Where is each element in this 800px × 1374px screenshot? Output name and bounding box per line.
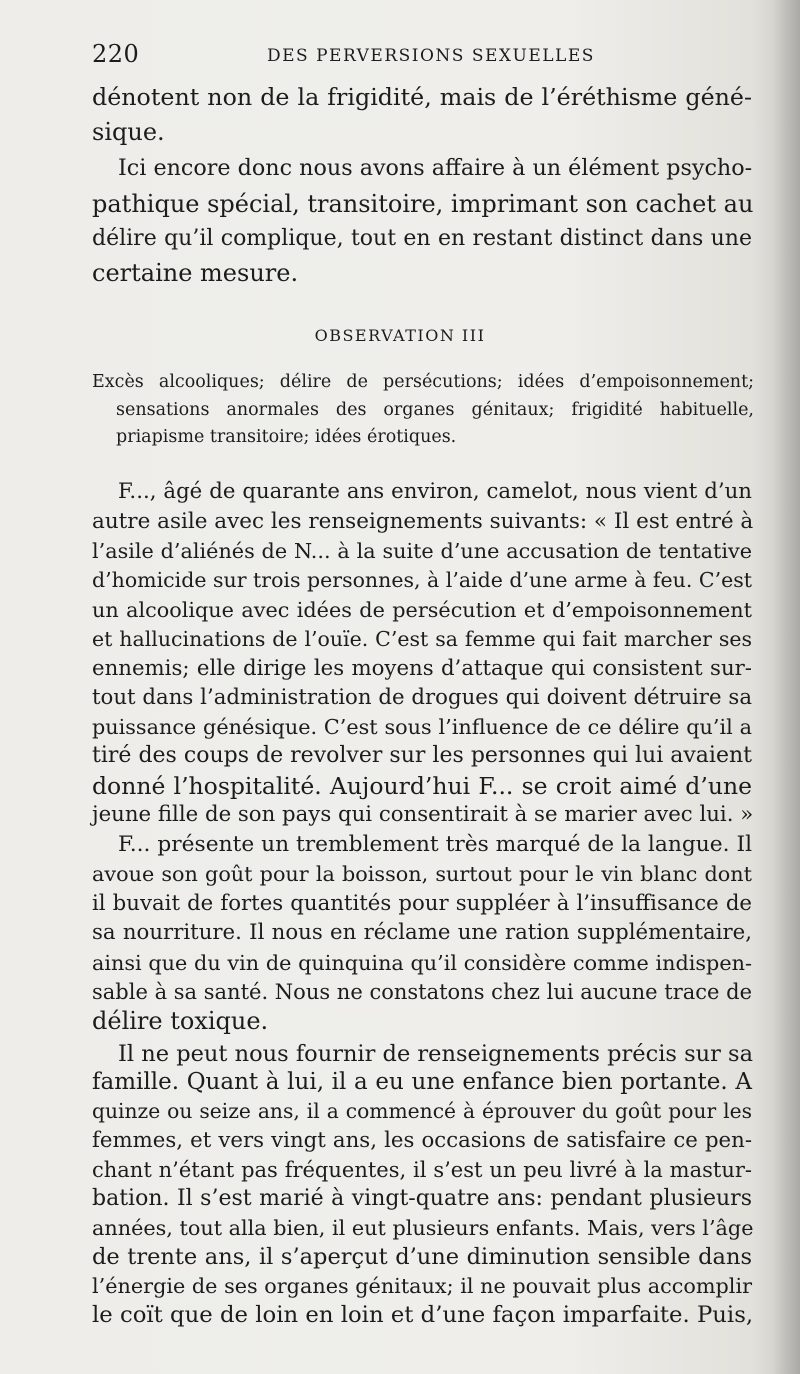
text-line: certaine mesure. <box>92 259 299 287</box>
text-line: et hallucinations de l’ouïe. C’est sa femme qui fait marcher ses <box>92 627 752 651</box>
text-line: l’énergie de ses organes génitaux; il ne pouvait plus accomplir <box>92 1274 752 1298</box>
page-number: 220 <box>92 40 140 68</box>
text-line: chant n’étant pas fréquentes, il s’est un peu livré à la mastur- <box>92 1158 752 1182</box>
text-line: Il ne peut nous fournir de renseignements précis sur sa <box>118 1041 753 1067</box>
text-line: F... présente un tremblement très marqué de la langue. Il <box>118 832 753 857</box>
text-line: pathique spécial, transitoire, imprimant son cachet au <box>92 190 754 218</box>
text-line: l’asile d’aliénés de N... à la suite d’une accusation de tentative <box>92 539 752 563</box>
text-line: ennemis; elle dirige les moyens d’attaque qui consistent sur- <box>92 656 752 681</box>
text-line: années, tout alla bien, il eut plusieurs enfants. Mais, vers l’âge <box>92 1216 754 1240</box>
text-line: délire toxique. <box>92 1007 269 1035</box>
observation-summary-line: priapisme transitoire; idées érotiques. <box>116 427 457 447</box>
page-gutter-shadow <box>772 0 800 1374</box>
text-line: sa nourriture. Il nous en réclame une ration supplémentaire, <box>92 920 752 945</box>
text-line: bation. Il s’est marié à vingt-quatre ans: pendant plusieurs <box>92 1186 752 1211</box>
text-line: le coït que de loin en loin et d’une façon imparfaite. Puis, <box>92 1302 754 1328</box>
text-line: sable à sa santé. Nous ne constatons chez lui aucune trace de <box>92 980 752 1004</box>
text-line: de trente ans, il s’aperçut d’une diminution sensible dans <box>92 1244 752 1270</box>
text-line: puissance génésique. C’est sous l’influence de ce délire qu’il a <box>92 715 752 739</box>
text-line: sique. <box>92 118 165 146</box>
text-line: délire qu’il complique, tout en en restant distinct dans une <box>92 226 752 251</box>
text-line: quinze ou seize ans, il a commencé à éprouver du goût pour les <box>92 1099 752 1123</box>
text-line: d’homicide sur trois personnes, à l’aide d’une arme à feu. C’est <box>92 568 752 592</box>
text-line: Ici encore donc nous avons affaire à un élément psycho- <box>118 155 753 181</box>
text-line: avoue son goût pour la boisson, surtout pour le vin blanc dont <box>92 862 752 886</box>
text-line: ainsi que du vin de quinquina qu’il considère comme indispen- <box>92 951 752 975</box>
page-header <box>92 40 752 74</box>
text-line: autre asile avec les renseignements suivants: « Il est entré à <box>92 509 754 534</box>
text-line: F..., âgé de quarante ans environ, camelot, nous vient d’un <box>118 479 752 504</box>
text-line: un alcoolique avec idées de persécution et d’empoisonnement <box>92 598 752 622</box>
text-line: famille. Quant à lui, il a eu une enfance bien portante. A <box>92 1069 752 1095</box>
text-line: jeune fille de son pays qui consentirait à se marier avec lui. » <box>92 802 754 827</box>
text-line: tout dans l’administration de drogues qui doivent détruire sa <box>92 685 752 710</box>
text-line: donné l’hospitalité. Aujourd’hui F... se croit aimé d’une <box>92 772 752 800</box>
text-line: femmes, et vers vingt ans, les occasions de satisfaire ce pen- <box>92 1128 752 1153</box>
observation-summary-line: sensations anormales des organes génitaux; frigidité habituelle, <box>116 400 754 420</box>
text-line: dénotent non de la frigidité, mais de l’éréthisme géné- <box>92 83 752 111</box>
observation-title: OBSERVATION III <box>314 326 486 345</box>
text-line: tiré des coups de revolver sur les personnes qui lui avaient <box>92 743 752 768</box>
observation-summary-line: Excès alcooliques; délire de persécutions; idées d’empoisonnement; <box>92 372 754 392</box>
text-line: il buvait de fortes quantités pour suppléer à l’insuffisance de <box>92 891 752 916</box>
running-title: DES PERVERSIONS SEXUELLES <box>267 46 595 66</box>
